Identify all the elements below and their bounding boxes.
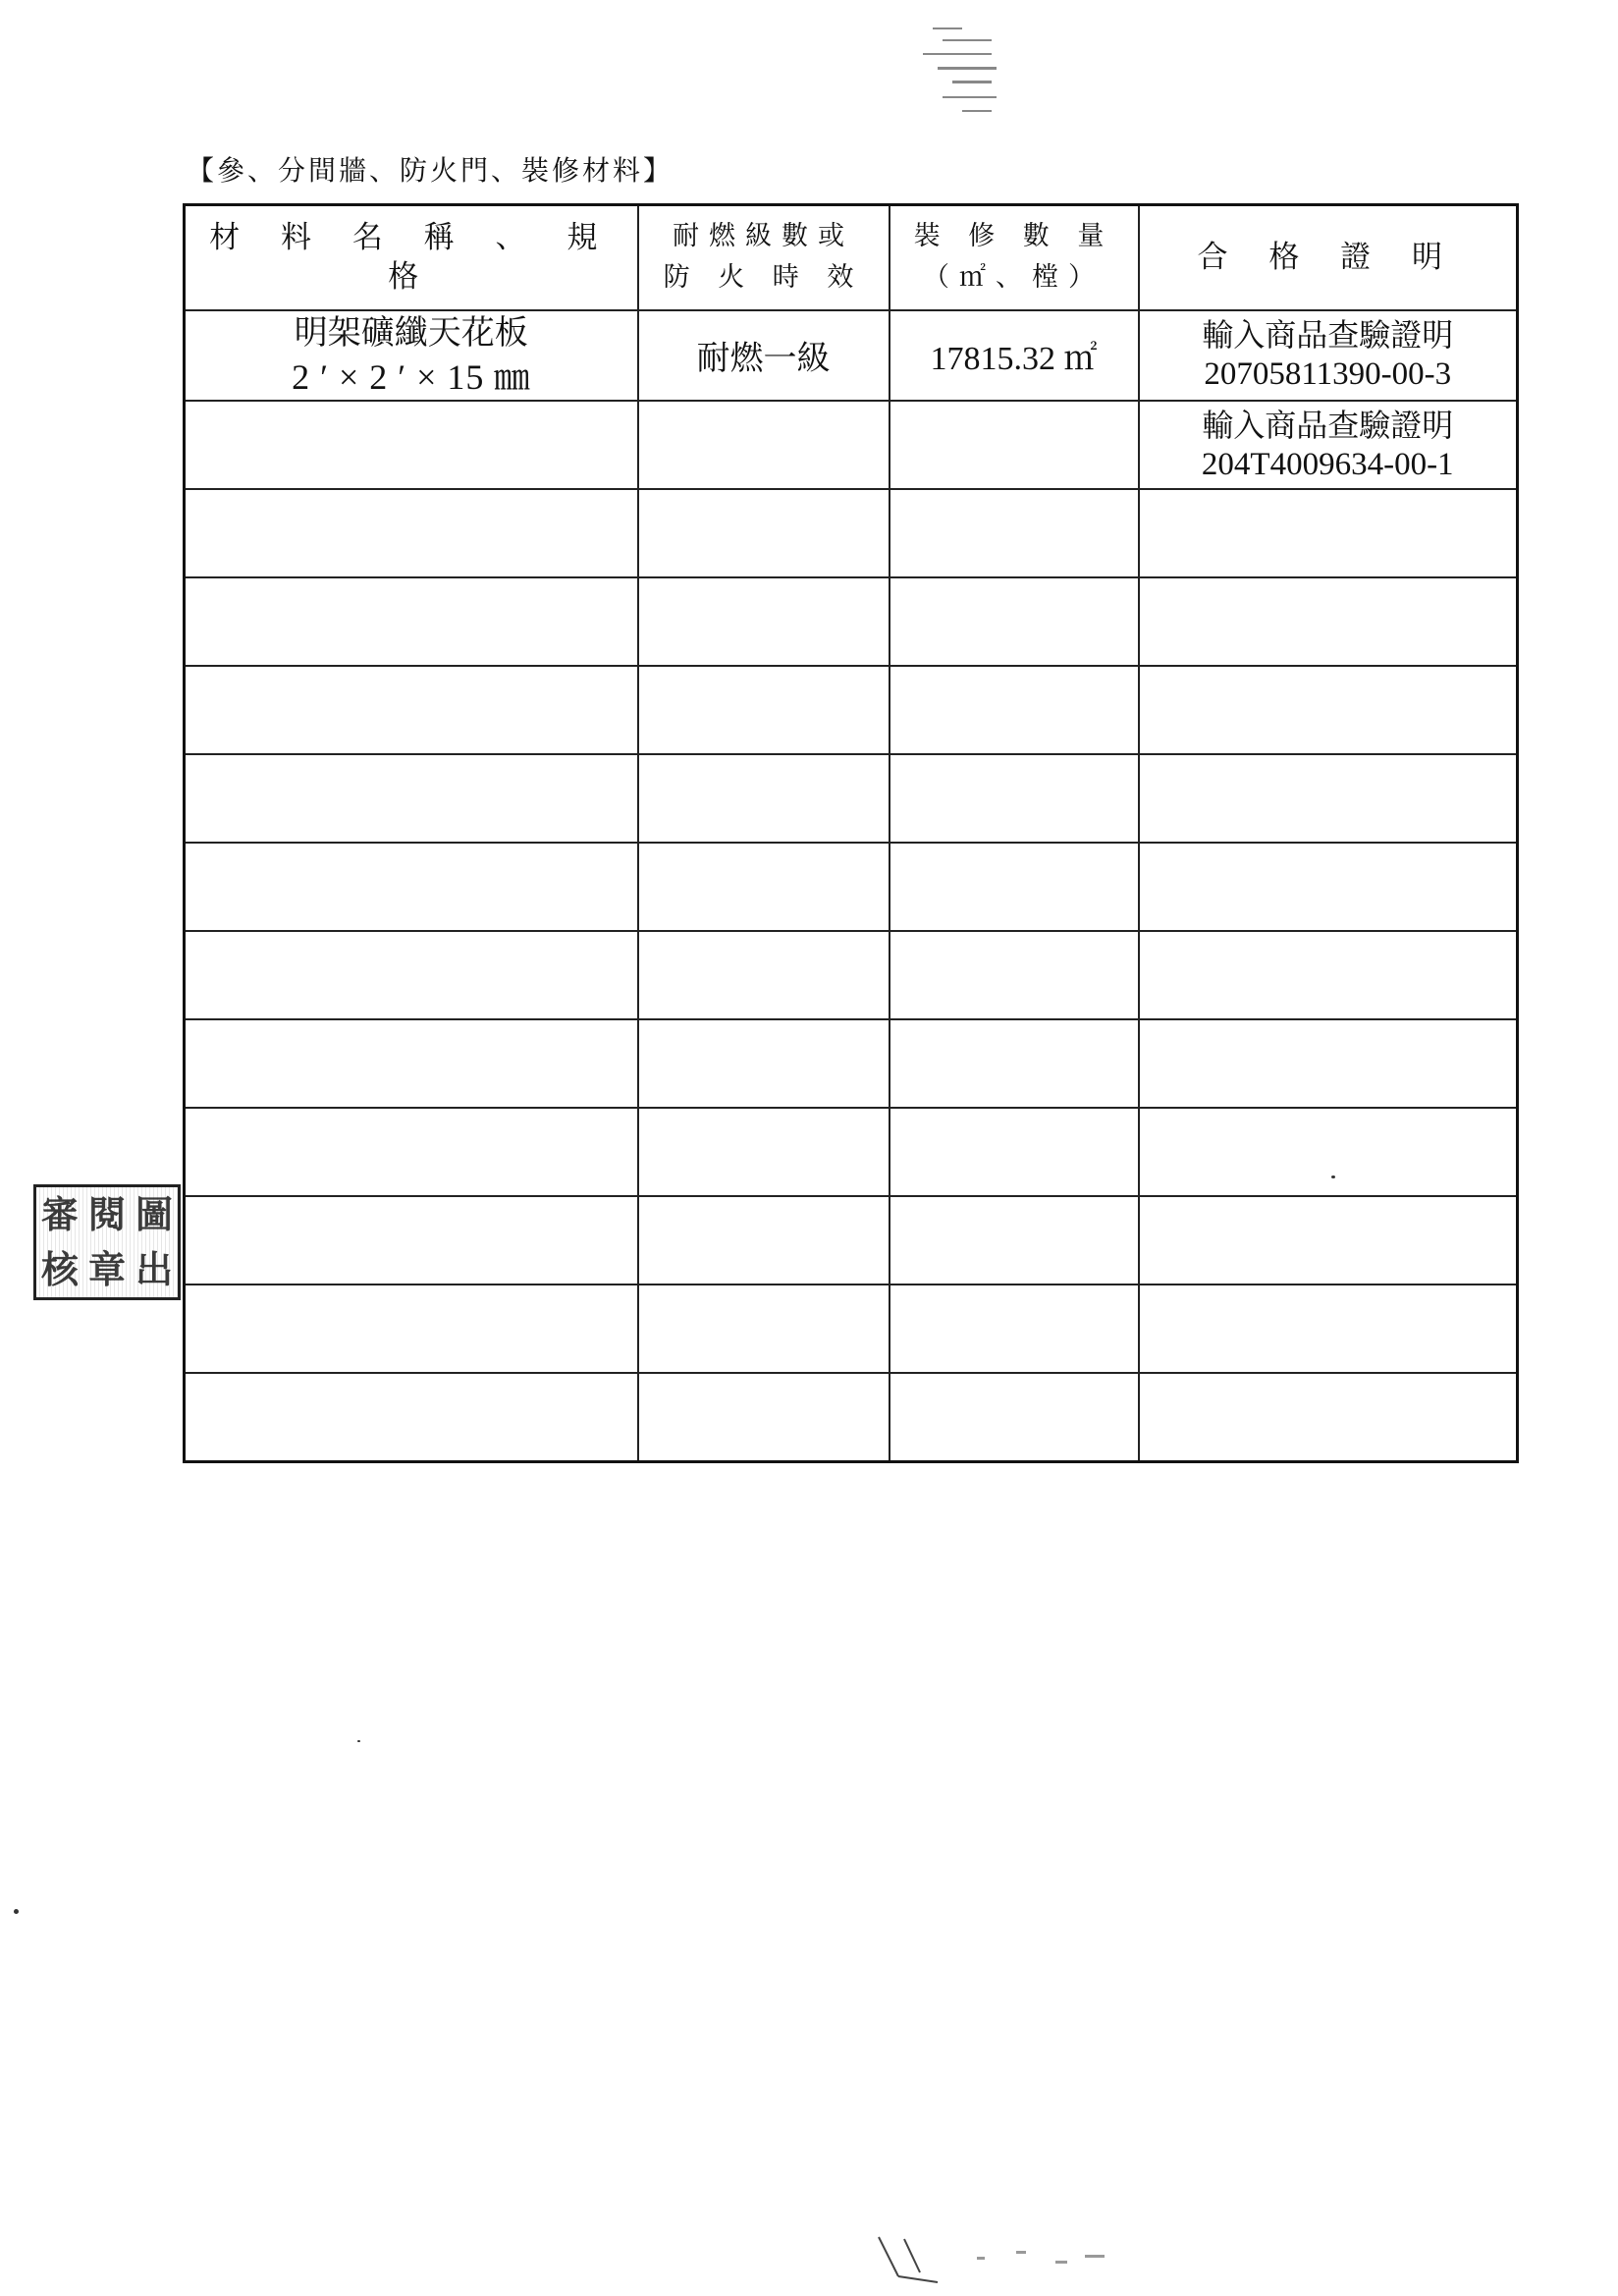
cell-material bbox=[185, 401, 638, 489]
table-row bbox=[185, 1108, 1518, 1196]
cell-quantity bbox=[890, 931, 1139, 1019]
certificate-number: 20705811390-00-3 bbox=[1204, 356, 1452, 393]
cell-quantity bbox=[890, 401, 1139, 489]
header-fire-rating-line2: 防 火 時 效 bbox=[663, 262, 864, 294]
stamp-char: 出 bbox=[135, 1248, 173, 1291]
section-title: 【參、分間牆、防火門、裝修材料】 bbox=[187, 154, 674, 187]
cell-material bbox=[185, 310, 638, 402]
cell-fire-rating bbox=[638, 577, 890, 666]
table-row bbox=[185, 1373, 1518, 1461]
table-row bbox=[185, 401, 1518, 489]
materials-table bbox=[183, 203, 1519, 1463]
stamp-char: 審 bbox=[40, 1193, 79, 1236]
table-header-row bbox=[185, 205, 1518, 310]
table-row bbox=[185, 1285, 1518, 1373]
table-row bbox=[185, 310, 1518, 402]
header-certificate-label: 合 格 證 明 bbox=[1197, 240, 1459, 276]
cell-quantity bbox=[890, 310, 1139, 402]
cell-fire-rating bbox=[638, 489, 890, 577]
header-quantity-line2: （㎡、樘） bbox=[923, 262, 1105, 294]
scan-mark-top bbox=[913, 20, 1031, 128]
cell-fire-rating bbox=[638, 1373, 890, 1461]
cell-fire-rating bbox=[638, 1196, 890, 1285]
cell-quantity bbox=[890, 1373, 1139, 1461]
cell-quantity bbox=[890, 666, 1139, 754]
cell-fire-rating bbox=[638, 401, 890, 489]
cell-certificate bbox=[1139, 577, 1518, 666]
header-certificate bbox=[1139, 205, 1518, 310]
cell-material bbox=[185, 1196, 638, 1285]
cell-quantity bbox=[890, 1019, 1139, 1108]
header-fire-rating bbox=[638, 205, 890, 310]
cell-fire-rating bbox=[638, 1019, 890, 1108]
certificate-number: 204T4009634-00-1 bbox=[1201, 446, 1454, 482]
scan-speck bbox=[14, 1909, 19, 1914]
scan-speck bbox=[357, 1740, 360, 1742]
cell-material bbox=[185, 1285, 638, 1373]
fire-rating-value: 耐燃一級 bbox=[696, 339, 831, 379]
cell-certificate bbox=[1139, 843, 1518, 931]
cell-material bbox=[185, 1108, 638, 1196]
table-row bbox=[185, 1196, 1518, 1285]
cell-quantity bbox=[890, 843, 1139, 931]
cell-certificate bbox=[1139, 310, 1518, 402]
certificate-type: 輸入商品查驗證明 bbox=[1202, 406, 1454, 444]
cell-quantity bbox=[890, 1196, 1139, 1285]
cell-material bbox=[185, 666, 638, 754]
quantity-value: 17815.32 ㎡ bbox=[930, 341, 1098, 378]
cell-quantity bbox=[890, 489, 1139, 577]
cell-material bbox=[185, 754, 638, 843]
header-material bbox=[185, 205, 638, 310]
cell-certificate bbox=[1139, 1108, 1518, 1196]
table-row bbox=[185, 931, 1518, 1019]
cell-material bbox=[185, 1373, 638, 1461]
table-row bbox=[185, 754, 1518, 843]
cell-certificate bbox=[1139, 931, 1518, 1019]
cell-quantity bbox=[890, 1285, 1139, 1373]
cell-certificate bbox=[1139, 1285, 1518, 1373]
header-quantity-line1: 裝 修 數 量 bbox=[913, 221, 1114, 252]
cell-material bbox=[185, 931, 638, 1019]
cell-quantity bbox=[890, 1108, 1139, 1196]
cell-fire-rating bbox=[638, 1285, 890, 1373]
cell-fire-rating bbox=[638, 666, 890, 754]
cell-certificate bbox=[1139, 666, 1518, 754]
cell-certificate bbox=[1139, 1196, 1518, 1285]
scan-speck bbox=[1331, 1175, 1335, 1178]
header-material-label: 材 料 名 稱 、 規 格 bbox=[209, 219, 614, 296]
material-spec: 2 ′ × 2 ′ × 15 ㎜ bbox=[292, 356, 531, 397]
cell-fire-rating bbox=[638, 1108, 890, 1196]
cell-material bbox=[185, 489, 638, 577]
cell-fire-rating bbox=[638, 931, 890, 1019]
approval-stamp bbox=[33, 1184, 181, 1300]
cell-material bbox=[185, 577, 638, 666]
cell-quantity bbox=[890, 577, 1139, 666]
cell-fire-rating bbox=[638, 843, 890, 931]
page-number-mark bbox=[869, 2227, 1144, 2286]
cell-material bbox=[185, 843, 638, 931]
cell-certificate bbox=[1139, 1373, 1518, 1461]
certificate-type: 輸入商品查驗證明 bbox=[1202, 316, 1454, 355]
stamp-char: 核 bbox=[40, 1248, 79, 1291]
table-row bbox=[185, 666, 1518, 754]
cell-certificate bbox=[1139, 754, 1518, 843]
stamp-char: 閱 bbox=[87, 1193, 126, 1236]
table-row bbox=[185, 489, 1518, 577]
table-row bbox=[185, 843, 1518, 931]
cell-certificate bbox=[1139, 1019, 1518, 1108]
header-fire-rating-line1: 耐燃級數或 bbox=[673, 221, 854, 252]
stamp-char: 圖 bbox=[135, 1193, 173, 1236]
material-name: 明架礦纖天花板 bbox=[294, 312, 528, 353]
cell-certificate bbox=[1139, 401, 1518, 489]
header-quantity bbox=[890, 205, 1139, 310]
table-row bbox=[185, 577, 1518, 666]
cell-material bbox=[185, 1019, 638, 1108]
cell-certificate bbox=[1139, 489, 1518, 577]
cell-fire-rating bbox=[638, 754, 890, 843]
table-row bbox=[185, 1019, 1518, 1108]
cell-quantity bbox=[890, 754, 1139, 843]
cell-fire-rating bbox=[638, 310, 890, 402]
stamp-char: 章 bbox=[87, 1248, 126, 1291]
